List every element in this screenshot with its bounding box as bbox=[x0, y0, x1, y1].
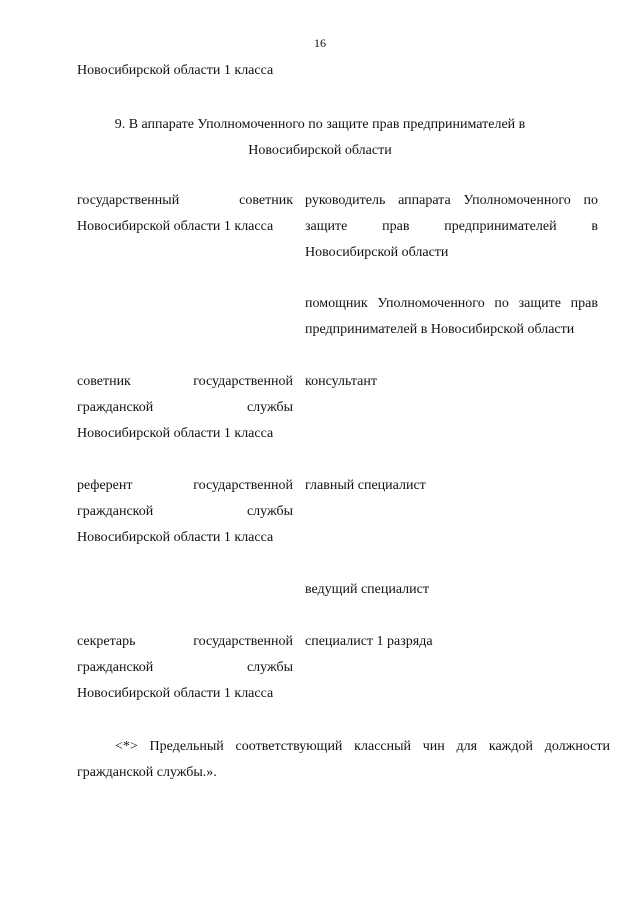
position-line: ведущий специалист bbox=[305, 582, 429, 597]
rank-line: гражданской службы bbox=[77, 660, 293, 675]
section-heading-line-1: 9. В аппарате Уполномоченного по защите прав предпринимателей в bbox=[114, 117, 526, 132]
position-line: главный специалист bbox=[305, 478, 426, 493]
position-cell-3 bbox=[305, 369, 598, 395]
position-line: защите прав предпринимателей в bbox=[305, 219, 598, 234]
position-line: предпринимателей в Новосибирской области bbox=[305, 322, 575, 337]
rank-line: государственный советник bbox=[77, 193, 293, 208]
position-cell-2 bbox=[305, 291, 598, 343]
position-cell-1 bbox=[305, 188, 598, 266]
rank-line: Новосибирской области 1 класса bbox=[77, 686, 274, 701]
rank-line: Новосибирской области 1 класса bbox=[77, 426, 274, 441]
rank-cell-4 bbox=[77, 473, 293, 551]
position-cell-5 bbox=[305, 577, 598, 603]
footnote bbox=[77, 734, 610, 786]
position-line: руководитель аппарата Уполномоченного по bbox=[305, 193, 598, 208]
rank-cell-6 bbox=[77, 629, 293, 707]
page-number: 16 bbox=[314, 36, 326, 50]
rank-line: секретарь государственной bbox=[77, 634, 293, 649]
rank-line: гражданской службы bbox=[77, 504, 293, 519]
position-line: Новосибирской области bbox=[305, 245, 449, 260]
rank-cell-3 bbox=[77, 369, 293, 447]
rank-line: гражданской службы bbox=[77, 400, 293, 415]
rank-line: Новосибирской области 1 класса bbox=[77, 219, 274, 234]
rank-line: референт государственной bbox=[77, 478, 293, 493]
position-line: консультант bbox=[305, 374, 377, 389]
position-line: специалист 1 разряда bbox=[305, 634, 433, 649]
continuation-line: Новосибирской области 1 класса bbox=[77, 63, 274, 78]
position-line: помощник Уполномоченного по защите прав bbox=[305, 296, 598, 311]
footnote-line-1: <*> Предельный соответствующий классный чин для каждой должности bbox=[115, 739, 610, 754]
position-cell-6 bbox=[305, 629, 598, 655]
rank-cell-1 bbox=[77, 188, 293, 240]
position-cell-4 bbox=[305, 473, 598, 499]
footnote-line-2: гражданской службы.». bbox=[77, 765, 217, 780]
rank-line: Новосибирской области 1 класса bbox=[77, 530, 274, 545]
rank-line: советник государственной bbox=[77, 374, 293, 389]
section-heading-line-2: Новосибирской области bbox=[248, 143, 392, 158]
